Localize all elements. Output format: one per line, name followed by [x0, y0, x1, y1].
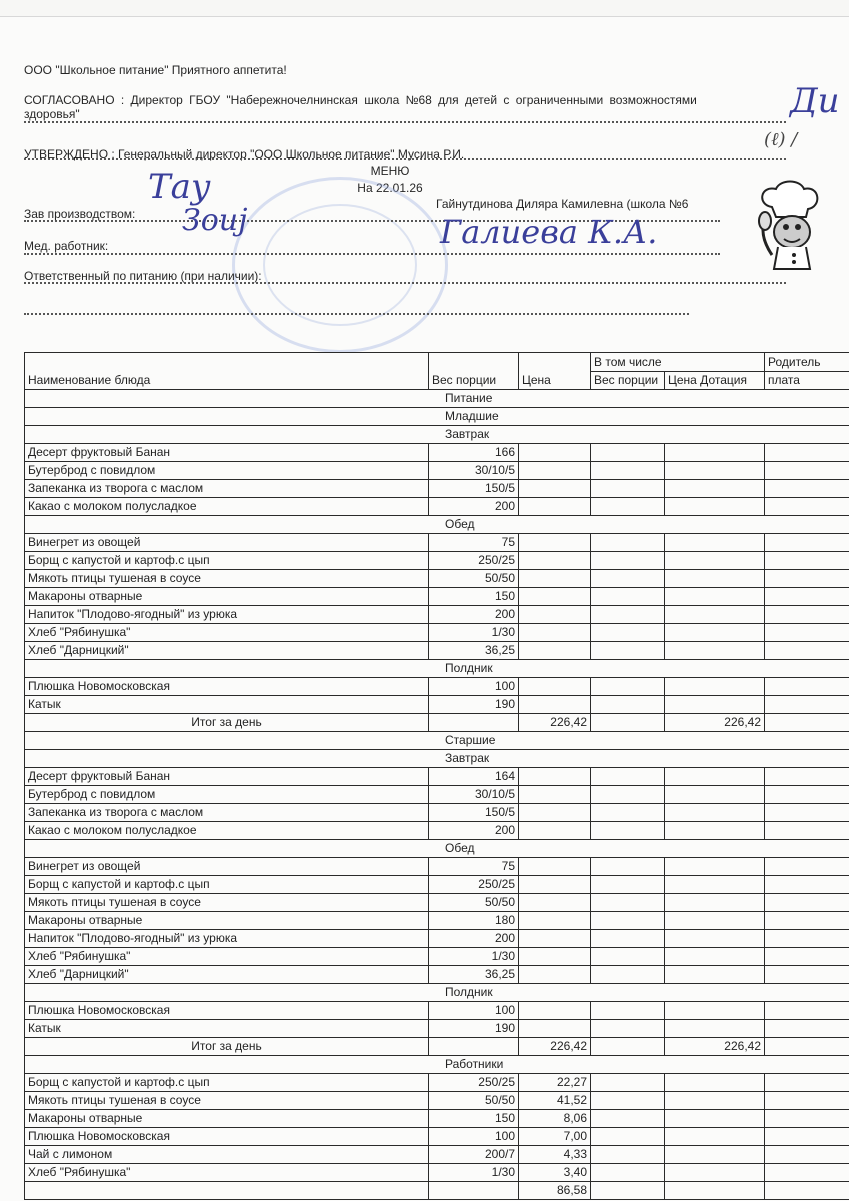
production-head-name: Гайнутдинова Диляра Камилевна (школа №6 — [436, 197, 719, 211]
subsidy-cell — [665, 696, 765, 714]
price-cell — [519, 966, 591, 984]
sub-weight-cell — [591, 822, 665, 840]
portion-weight: 1/30 — [429, 948, 519, 966]
table-row — [25, 1002, 849, 1020]
portion-weight: 180 — [429, 912, 519, 930]
subsidy-cell — [665, 1146, 765, 1164]
parent-pay-cell — [765, 570, 849, 588]
total-label: Итог за день — [25, 1038, 429, 1056]
subsidy-cell — [665, 768, 765, 786]
price-cell: 3,40 — [519, 1164, 591, 1182]
subsidy-cell — [665, 858, 765, 876]
price-cell — [519, 768, 591, 786]
table-row — [25, 1110, 849, 1128]
dish-name: Борщ с капустой и картоф.с цып — [25, 1074, 429, 1092]
sub-weight-cell — [591, 498, 665, 516]
portion-weight: 190 — [429, 696, 519, 714]
section-meal-label: Полдник — [25, 660, 849, 678]
sub-weight-cell — [591, 894, 665, 912]
sub-weight-cell — [591, 1074, 665, 1092]
section-meal — [25, 984, 849, 1002]
subsidy-cell — [665, 606, 765, 624]
col-header-sub-weight: Вес порции — [591, 371, 665, 390]
portion-weight: 200 — [429, 822, 519, 840]
subsidy-cell — [665, 498, 765, 516]
sub-weight-cell — [591, 642, 665, 660]
portion-weight: 36,25 — [429, 966, 519, 984]
parent-pay-cell — [765, 858, 849, 876]
table-row — [25, 1074, 849, 1092]
section-meal — [25, 426, 849, 444]
parent-pay-cell — [765, 642, 849, 660]
portion-weight: 36,25 — [429, 642, 519, 660]
dish-name: Десерт фруктовый Банан — [25, 444, 429, 462]
medic-signature-line — [24, 253, 720, 255]
price-cell — [519, 642, 591, 660]
dish-name: Мякоть птицы тушеная в соусе — [25, 570, 429, 588]
total-parent-pay-cell — [765, 714, 849, 732]
dish-name: Чай с лимоном — [25, 1146, 429, 1164]
parent-pay-cell — [765, 498, 849, 516]
parent-pay-cell — [765, 930, 849, 948]
sub-weight-cell — [591, 768, 665, 786]
sub-weight-cell — [591, 696, 665, 714]
section-meal-label: Обед — [25, 516, 849, 534]
sub-weight-cell — [591, 876, 665, 894]
approved-signature-line — [24, 158, 786, 160]
table-row — [25, 498, 849, 516]
dish-name: Хлеб "Рябинушка" — [25, 624, 429, 642]
price-cell — [519, 678, 591, 696]
table-row — [25, 912, 849, 930]
parent-pay-cell — [765, 948, 849, 966]
price-cell — [519, 696, 591, 714]
subsidy-cell — [665, 588, 765, 606]
sub-weight-cell — [591, 1128, 665, 1146]
table-row — [25, 858, 849, 876]
dish-name: Запеканка из творога с маслом — [25, 804, 429, 822]
table-row — [25, 696, 849, 714]
parent-pay-cell — [765, 1128, 849, 1146]
table-row — [25, 948, 849, 966]
section-meal — [25, 840, 849, 858]
dish-name: Какао с молоком полусладкое — [25, 822, 429, 840]
parent-pay-cell — [765, 912, 849, 930]
section-meal-label: Завтрак — [25, 750, 849, 768]
table-row — [25, 822, 849, 840]
workers-total-row — [25, 1182, 849, 1200]
parent-pay-cell — [765, 876, 849, 894]
portion-weight: 50/50 — [429, 894, 519, 912]
parent-pay-cell — [765, 588, 849, 606]
table-row — [25, 876, 849, 894]
dish-name: Плюшка Новомосковская — [25, 678, 429, 696]
total-label: Итог за день — [25, 714, 429, 732]
dish-name: Запеканка из творога с маслом — [25, 480, 429, 498]
price-cell: 4,33 — [519, 1146, 591, 1164]
sub-weight-cell — [591, 570, 665, 588]
dish-name: Хлеб "Рябинушка" — [25, 948, 429, 966]
sub-weight-cell — [591, 1164, 665, 1182]
total-sub-weight-cell — [591, 1038, 665, 1056]
table-row — [25, 678, 849, 696]
table-row — [25, 966, 849, 984]
col-header-parent-pay: Родитель — [765, 353, 849, 372]
total-row — [25, 1038, 849, 1056]
subsidy-cell — [665, 624, 765, 642]
subsidy-cell — [665, 462, 765, 480]
subsidy-cell — [665, 1092, 765, 1110]
price-cell — [519, 786, 591, 804]
price-cell — [519, 822, 591, 840]
dish-name: Макароны отварные — [25, 912, 429, 930]
table-row — [25, 534, 849, 552]
parent-pay-cell — [765, 624, 849, 642]
dish-name: Винегрет из овощей — [25, 534, 429, 552]
portion-weight: 50/50 — [429, 1092, 519, 1110]
price-cell — [519, 588, 591, 606]
col-header-including: В том числе — [591, 353, 765, 372]
parent-pay-cell — [765, 696, 849, 714]
parent-pay-cell — [765, 1002, 849, 1020]
dish-name: Мякоть птицы тушеная в соусе — [25, 894, 429, 912]
total-subsidy: 226,42 — [665, 1038, 765, 1056]
price-cell — [519, 444, 591, 462]
sub-weight-cell — [591, 948, 665, 966]
sub-weight-cell — [591, 480, 665, 498]
agreed-line: СОГЛАСОВАНО : Директор ГБОУ "Набережночелнинская школа №68 для детей с ограниченными возможностями — [24, 93, 697, 107]
price-cell: 41,52 — [519, 1092, 591, 1110]
workers-total-price: 86,58 — [519, 1182, 591, 1200]
dish-name: Бутерброд с повидлом — [25, 786, 429, 804]
dish-name: Плюшка Новомосковская — [25, 1002, 429, 1020]
portion-weight: 250/25 — [429, 552, 519, 570]
price-cell — [519, 930, 591, 948]
portion-weight: 100 — [429, 1128, 519, 1146]
parent-pay-cell — [765, 1074, 849, 1092]
parent-pay-cell — [765, 804, 849, 822]
parent-pay-cell — [765, 1110, 849, 1128]
parent-pay-cell — [765, 480, 849, 498]
portion-weight: 200 — [429, 498, 519, 516]
parent-pay-cell — [765, 1092, 849, 1110]
col-header-name: Наименование блюда — [25, 353, 429, 390]
section-workers — [25, 1056, 849, 1074]
total-subsidy: 226,42 — [665, 714, 765, 732]
dish-name: Напиток "Плодово-ягодный" из урюка — [25, 606, 429, 624]
table-row — [25, 930, 849, 948]
section-meal-label: Обед — [25, 840, 849, 858]
table-row — [25, 552, 849, 570]
table-row — [25, 804, 849, 822]
table-row — [25, 642, 849, 660]
total-price: 226,42 — [519, 714, 591, 732]
agreed-signature-line — [24, 121, 786, 123]
dish-name: Хлеб "Рябинушка" — [25, 1164, 429, 1182]
subsidy-cell — [665, 966, 765, 984]
total-label — [25, 1182, 429, 1200]
production-head-signature-2: Зоиј — [182, 203, 247, 238]
medic-label: Мед. работник: — [24, 239, 108, 253]
medic-signature: Галиева К.А. — [440, 213, 657, 251]
portion-weight: 150/5 — [429, 804, 519, 822]
price-cell — [519, 876, 591, 894]
parent-pay-cell — [765, 678, 849, 696]
subsidy-cell — [665, 534, 765, 552]
subsidy-cell — [665, 876, 765, 894]
portion-weight: 200 — [429, 606, 519, 624]
portion-weight: 100 — [429, 1002, 519, 1020]
subsidy-cell — [665, 1110, 765, 1128]
dish-name: Какао с молоком полусладкое — [25, 498, 429, 516]
subsidy-cell — [665, 1128, 765, 1146]
total-row — [25, 714, 849, 732]
dish-name: Десерт фруктовый Банан — [25, 768, 429, 786]
price-cell — [519, 912, 591, 930]
subsidy-cell — [665, 678, 765, 696]
subsidy-cell — [665, 642, 765, 660]
table-row — [25, 606, 849, 624]
col-header-sub-price-subsidy: Цена Дотация — [665, 371, 765, 390]
subsidy-cell — [665, 570, 765, 588]
price-cell — [519, 570, 591, 588]
price-cell — [519, 858, 591, 876]
portion-weight: 200 — [429, 930, 519, 948]
agreed-line-continued: здоровья" — [24, 107, 80, 121]
menu-table — [24, 352, 849, 1200]
parent-pay-cell — [765, 822, 849, 840]
portion-weight: 1/30 — [429, 1164, 519, 1182]
dish-name: Катык — [25, 696, 429, 714]
section-meal — [25, 660, 849, 678]
subsidy-cell — [665, 1164, 765, 1182]
section-meal-label: Завтрак — [25, 426, 849, 444]
parent-pay-cell — [765, 1146, 849, 1164]
dish-name: Хлеб "Дарницкий" — [25, 966, 429, 984]
price-cell — [519, 804, 591, 822]
sub-weight-cell — [591, 1092, 665, 1110]
price-cell — [519, 894, 591, 912]
col-header-price: Цена — [519, 353, 591, 390]
table-row — [25, 480, 849, 498]
total-sub-weight-cell — [591, 1182, 665, 1200]
parent-pay-cell — [765, 552, 849, 570]
section-meal-label: Полдник — [25, 984, 849, 1002]
total-weight-cell — [429, 1182, 519, 1200]
portion-weight: 190 — [429, 1020, 519, 1038]
menu-title: МЕНЮ — [330, 164, 450, 178]
sub-weight-cell — [591, 930, 665, 948]
price-cell: 8,06 — [519, 1110, 591, 1128]
col-header-parent-pay-2: плата — [765, 371, 849, 390]
subsidy-cell — [665, 1020, 765, 1038]
dish-name: Макароны отварные — [25, 588, 429, 606]
dish-name: Катык — [25, 1020, 429, 1038]
dish-name: Борщ с капустой и картоф.с цып — [25, 876, 429, 894]
total-weight-cell — [429, 714, 519, 732]
sub-weight-cell — [591, 912, 665, 930]
portion-weight: 150 — [429, 1110, 519, 1128]
total-parent-pay-cell — [765, 1182, 849, 1200]
subsidy-cell — [665, 912, 765, 930]
table-row — [25, 588, 849, 606]
section-group-label: Младшие — [25, 408, 849, 426]
total-sub-weight-cell — [591, 714, 665, 732]
sub-weight-cell — [591, 804, 665, 822]
table-row — [25, 1164, 849, 1182]
subsidy-cell — [665, 804, 765, 822]
responsible-signature-line — [24, 282, 786, 284]
chef-mascot-icon — [752, 177, 827, 272]
sub-weight-cell — [591, 624, 665, 642]
portion-weight: 164 — [429, 768, 519, 786]
sub-weight-cell — [591, 552, 665, 570]
price-cell — [519, 1002, 591, 1020]
price-cell — [519, 534, 591, 552]
production-head-signature: Тау — [148, 167, 211, 207]
subsidy-cell — [665, 552, 765, 570]
company-line: ООО "Школьное питание" Приятного аппетита! — [24, 63, 287, 77]
dish-name: Бутерброд с повидлом — [25, 462, 429, 480]
portion-weight: 75 — [429, 534, 519, 552]
sub-weight-cell — [591, 462, 665, 480]
total-weight-cell — [429, 1038, 519, 1056]
col-header-weight: Вес порции — [429, 353, 519, 390]
price-cell — [519, 1020, 591, 1038]
section-food — [25, 390, 849, 408]
sub-weight-cell — [591, 966, 665, 984]
section-group — [25, 732, 849, 750]
sub-weight-cell — [591, 1110, 665, 1128]
table-row — [25, 570, 849, 588]
dish-name: Плюшка Новомосковская — [25, 1128, 429, 1146]
section-food-label: Питание — [25, 390, 849, 408]
table-header-row-1 — [25, 353, 849, 372]
sub-weight-cell — [591, 678, 665, 696]
approved-seal-mark: (ℓ) / — [764, 129, 797, 150]
table-row — [25, 624, 849, 642]
parent-pay-cell — [765, 534, 849, 552]
extra-signature-line — [24, 313, 689, 315]
sub-weight-cell — [591, 588, 665, 606]
portion-weight: 100 — [429, 678, 519, 696]
section-workers-label: Работники — [25, 1056, 849, 1074]
sub-weight-cell — [591, 1002, 665, 1020]
portion-weight: 50/50 — [429, 570, 519, 588]
section-meal — [25, 516, 849, 534]
price-cell: 7,00 — [519, 1128, 591, 1146]
subsidy-cell — [665, 948, 765, 966]
parent-pay-cell — [765, 606, 849, 624]
portion-weight: 250/25 — [429, 1074, 519, 1092]
menu-document — [0, 16, 849, 1201]
section-group-label: Старшие — [25, 732, 849, 750]
sub-weight-cell — [591, 1146, 665, 1164]
portion-weight: 166 — [429, 444, 519, 462]
sub-weight-cell — [591, 1020, 665, 1038]
dish-name: Мякоть птицы тушеная в соусе — [25, 1092, 429, 1110]
parent-pay-cell — [765, 462, 849, 480]
responsible-label: Ответственный по питанию (при наличии): — [24, 269, 262, 283]
parent-pay-cell — [765, 966, 849, 984]
production-head-label: Зав производством: — [24, 207, 135, 221]
table-row — [25, 1092, 849, 1110]
table-row — [25, 1020, 849, 1038]
section-meal — [25, 750, 849, 768]
subsidy-cell — [665, 930, 765, 948]
parent-pay-cell — [765, 444, 849, 462]
portion-weight: 30/10/5 — [429, 786, 519, 804]
total-parent-pay-cell — [765, 1038, 849, 1056]
sub-weight-cell — [591, 786, 665, 804]
portion-weight: 200/7 — [429, 1146, 519, 1164]
subsidy-cell — [665, 1074, 765, 1092]
total-subsidy-cell — [665, 1182, 765, 1200]
dish-name: Макароны отварные — [25, 1110, 429, 1128]
dish-name: Винегрет из овощей — [25, 858, 429, 876]
price-cell — [519, 948, 591, 966]
dish-name: Напиток "Плодово-ягодный" из урюка — [25, 930, 429, 948]
approved-line: УТВЕРЖДЕНО : Генеральный директор "ООО Школьное питание" Мусина Р.И. — [24, 147, 464, 161]
portion-weight: 150/5 — [429, 480, 519, 498]
subsidy-cell — [665, 822, 765, 840]
price-cell: 22,27 — [519, 1074, 591, 1092]
table-row — [25, 444, 849, 462]
sub-weight-cell — [591, 606, 665, 624]
portion-weight: 30/10/5 — [429, 462, 519, 480]
portion-weight: 150 — [429, 588, 519, 606]
menu-date: На 22.01.26 — [330, 181, 450, 195]
table-row — [25, 894, 849, 912]
price-cell — [519, 498, 591, 516]
subsidy-cell — [665, 480, 765, 498]
price-cell — [519, 462, 591, 480]
subsidy-cell — [665, 786, 765, 804]
portion-weight: 75 — [429, 858, 519, 876]
table-row — [25, 768, 849, 786]
table-row — [25, 462, 849, 480]
subsidy-cell — [665, 1002, 765, 1020]
sub-weight-cell — [591, 858, 665, 876]
sub-weight-cell — [591, 444, 665, 462]
total-price: 226,42 — [519, 1038, 591, 1056]
parent-pay-cell — [765, 786, 849, 804]
section-group — [25, 408, 849, 426]
table-row — [25, 1128, 849, 1146]
parent-pay-cell — [765, 1164, 849, 1182]
parent-pay-cell — [765, 768, 849, 786]
school-stamp — [232, 177, 448, 353]
table-row — [25, 786, 849, 804]
sub-weight-cell — [591, 534, 665, 552]
price-cell — [519, 480, 591, 498]
subsidy-cell — [665, 894, 765, 912]
portion-weight: 1/30 — [429, 624, 519, 642]
table-row — [25, 1146, 849, 1164]
director-signature: Дu — [790, 81, 840, 121]
dish-name: Борщ с капустой и картоф.с цып — [25, 552, 429, 570]
parent-pay-cell — [765, 894, 849, 912]
dish-name: Хлеб "Дарницкий" — [25, 642, 429, 660]
price-cell — [519, 552, 591, 570]
portion-weight: 250/25 — [429, 876, 519, 894]
subsidy-cell — [665, 444, 765, 462]
parent-pay-cell — [765, 1020, 849, 1038]
price-cell — [519, 606, 591, 624]
price-cell — [519, 624, 591, 642]
